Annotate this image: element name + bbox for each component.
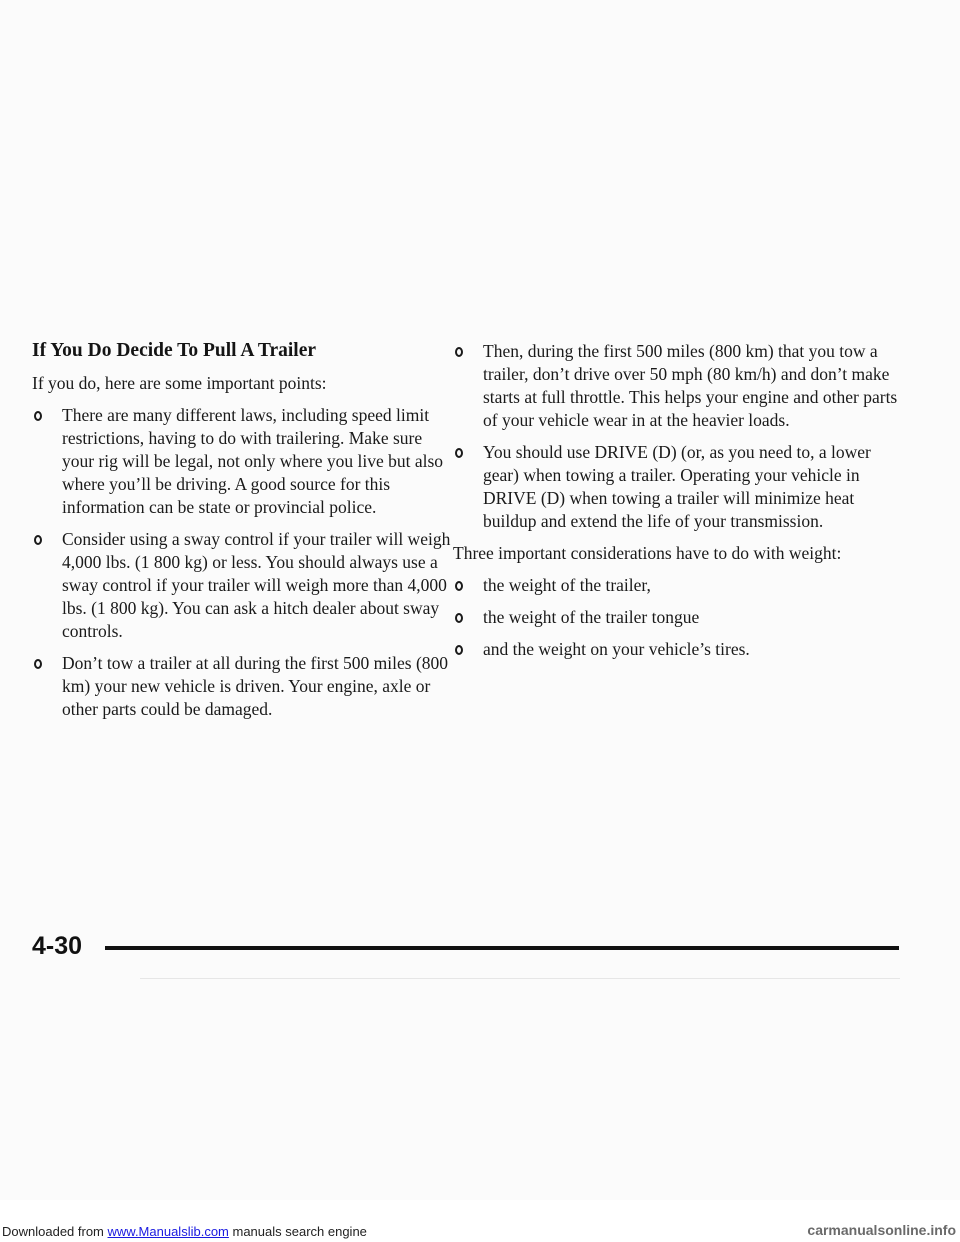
list-item: There are many different laws, including speed limit restrictions, having to do with trailering. Make sure your rig will be legal, not only where you live but also where you’ll be driving. A good source for this information can be state or provincial police.: [32, 404, 452, 519]
footer-rule: [105, 946, 899, 950]
list-item: You should use DRIVE (D) (or, as you need to, a lower gear) when towing a trailer. Operating your vehicle in DRIVE (D) when towing a trailer will minimize heat buildup and extend the life of your transmission.: [453, 441, 903, 533]
watermark: carmanualsonline.info: [807, 1222, 956, 1238]
right-column: [453, 340, 903, 670]
bullet-icon: [34, 535, 42, 545]
download-notice: Downloaded from www.Manualslib.com manuals search engine: [2, 1224, 367, 1239]
section-heading: If You Do Decide To Pull A Trailer: [32, 340, 317, 361]
list-item: Then, during the first 500 miles (800 km) that you tow a trailer, don’t drive over 50 mph (80 km/h) and don’t make starts at full throttle. This helps your engine and other parts of your vehicle wear in at the heavier loads.: [453, 340, 903, 432]
bullet-icon: [455, 613, 463, 623]
weight-list: [453, 574, 903, 661]
list-item: Consider using a sway control if your trailer will weigh 4,000 lbs. (1 800 kg) or less. You should always use a sway control if your trailer will weigh more than 4,000 lbs. (1 800 kg). You can ask a hitch dealer about sway controls.: [32, 528, 452, 643]
list-item: and the weight on your vehicle’s tires.: [453, 638, 903, 661]
bullet-icon: [34, 411, 42, 421]
weight-paragraph: Three important considerations have to do with weight:: [453, 543, 842, 563]
scan-artifact-line: [140, 978, 900, 979]
list-item: the weight of the trailer tongue: [453, 606, 903, 629]
manualslib-link[interactable]: www.Manualslib.com: [107, 1224, 229, 1239]
intro-paragraph: If you do, here are some important points:: [32, 373, 327, 393]
bullet-icon: [455, 581, 463, 591]
left-column: [32, 340, 452, 730]
points-list: [32, 404, 452, 721]
list-item: Don’t tow a trailer at all during the first 500 miles (800 km) your new vehicle is driven. Your engine, axle or other parts could be damaged.: [32, 652, 452, 721]
download-banner: [0, 1222, 960, 1242]
bullet-icon: [34, 659, 42, 669]
bullet-icon: [455, 448, 463, 458]
bullet-icon: [455, 645, 463, 655]
points-list-continued: [453, 340, 903, 533]
page-number: 4-30: [32, 932, 83, 960]
list-item: the weight of the trailer,: [453, 574, 903, 597]
bullet-icon: [455, 347, 463, 357]
